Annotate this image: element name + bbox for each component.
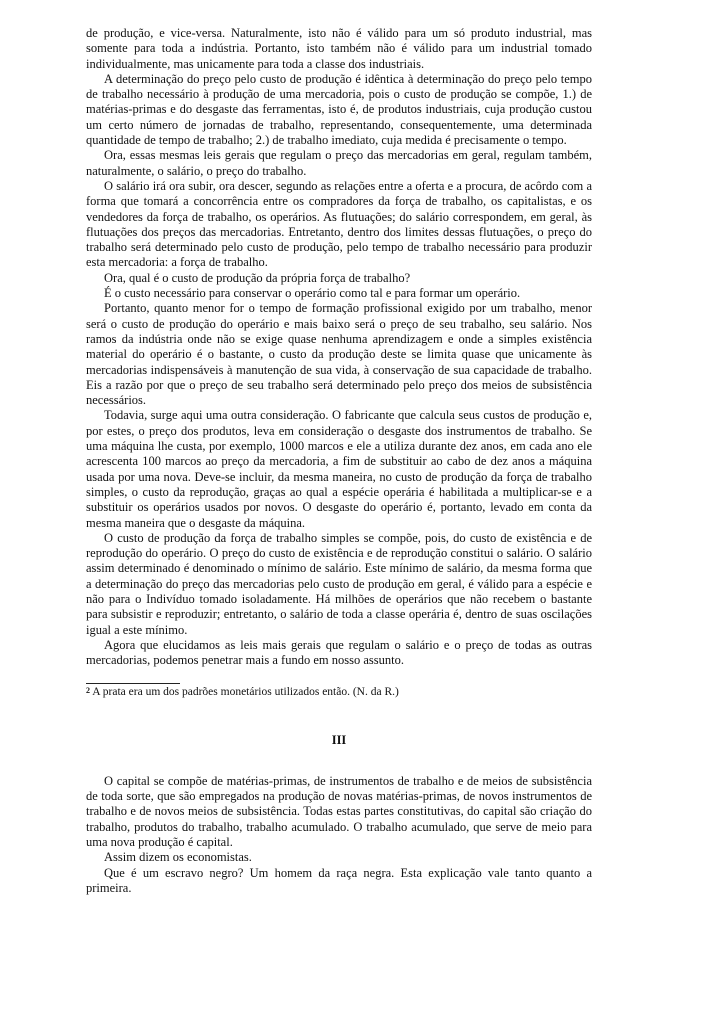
paragraph: A determinação do preço pelo custo de produção é idêntica à determinação do preço pelo tempo de trabalho necessário à produção de uma mercadoria, pois o custo de produção se compõe, 1.) de matérias-primas e do desgaste das ferramentas, isto é, de produtos industriais, cuja produção custou um certo número de jornadas de trabalho, representando, consequentemente, uma determinada quantidade de tempo de trabalho; 2.) de trabalho imediato, cuja medida é precisamente o tempo. bbox=[86, 71, 592, 148]
document-page bbox=[86, 26, 592, 896]
paragraph: Portanto, quanto menor for o tempo de formação profissional exigido por um trabalho, menor será o custo de produção do operário e mais baixo será o preço de seu trabalho, seu salário. Nos ramos da indústria onde não se exige quase nenhuma aprendizagem e onde a simples existência material do operário é o bastante, o custo da produção deste se limita quase que unicamente às mercadorias indispensáveis à manutenção de sua vida, à conservação de sua capacidade de trabalho. Eis a razão por que o preço de seu trabalho será determinado pelo preço dos meios de subsistência necessários. bbox=[86, 301, 592, 408]
paragraph: Agora que elucidamos as leis mais gerais que regulam o salário e o preço de todas as outras mercadorias, podemos penetrar mais a fundo em nosso assunto. bbox=[86, 637, 592, 668]
paragraph: Assim dizem os economistas. bbox=[104, 850, 252, 865]
paragraph: Ora, qual é o custo de produção da própria força de trabalho? bbox=[104, 270, 411, 285]
paragraph: O custo de produção da força de trabalho simples se compõe, pois, do custo de existência e de reprodução do operário. O preço do custo de existência e de reprodução constitui o salário. O salário assim determinado é denominado o mínimo de salário. Este mínimo de salário, da mesma forma que a determinação do preço das mercadorias pelo custo de produção em geral, é válido para a espécie e não para o Indivíduo tomado isoladamente. Há milhões de operários que não recebem o bastante para subsistir e reproduzir; entretanto, o salário de toda a classe operária é, dentro de suas oscilações igual a este mínimo. bbox=[86, 530, 592, 637]
footnote-marker: 2 bbox=[86, 686, 90, 696]
paragraph: É o custo necessário para conservar o operário como tal e para formar um operário. bbox=[104, 286, 521, 301]
paragraph: O salário irá ora subir, ora descer, segundo as relações entre a oferta e a procura, de acôrdo com a forma que tomará a concorrência entre os compradores da força de trabalho, os capitalistas, e os vendedores da força de trabalho, os operários. As flutuações; do salário correspondem, em geral, às flutuações dos preços das mercadorias. Entretanto, dentro dos limites dessas flutuações, o preço do trabalho será determinado pelo custo de produção, pelo tempo de trabalho necessário para produzir esta mercadoria: a força de trabalho. bbox=[86, 178, 592, 270]
paragraph: O capital se compõe de matérias-primas, de instrumentos de trabalho e de meios de subsistência de toda sorte, que são empregados na produção de novas matérias-primas, de novos instrumentos de trabalho e de novos meios de subsistência. Todas estas partes constitutivas, do capital são criação do trabalho, produtos do trabalho, trabalho acumulado. O trabalho acumulado, que serve de meio para uma nova produção é capital. bbox=[86, 773, 592, 849]
footnote-separator bbox=[86, 683, 180, 684]
section-heading: III bbox=[331, 733, 347, 748]
paragraph: Todavia, surge aqui uma outra consideração. O fabricante que calcula seus custos de produção e, por estes, o preço dos produtos, leva em consideração o desgaste dos instrumentos de trabalho. Se uma máquina lhe custa, por exemplo, 1000 marcos e ele a utiliza durante dez anos, em cada ano ele acrescenta 100 marcos ao preço da mercadoria, a fim de substituir ao cabo de dez anos a máquina usada por uma nova. Deve-se incluir, da mesma maneira, no custo de produção da força de trabalho simples, o custo da reprodução, graças ao qual a espécie operária é habilitada a multiplicar-se e a substituir os operários usados por novos. O desgaste do operário é, portanto, levado em conta da mesma maneira que o desgaste da máquina. bbox=[86, 408, 592, 530]
footnote-text: A prata era um dos padrões monetários utilizados então. (N. da R.) bbox=[92, 686, 399, 699]
paragraph: de produção, e vice-versa. Naturalmente, isto não é válido para um só produto industrial, mas somente para toda a indústria. Portanto, isto também não é válido para um industrial tomado individualmente, mas unicamente para toda a classe dos industriais. bbox=[86, 26, 592, 71]
footnote bbox=[86, 685, 592, 699]
paragraph: Ora, essas mesmas leis gerais que regulam o preço das mercadorias em geral, regulam também, naturalmente, o salário, o preço do trabalho. bbox=[86, 148, 592, 178]
paragraph: Que é um escravo negro? Um homem da raça negra. Esta explicação vale tanto quanto a primeira. bbox=[86, 865, 592, 895]
